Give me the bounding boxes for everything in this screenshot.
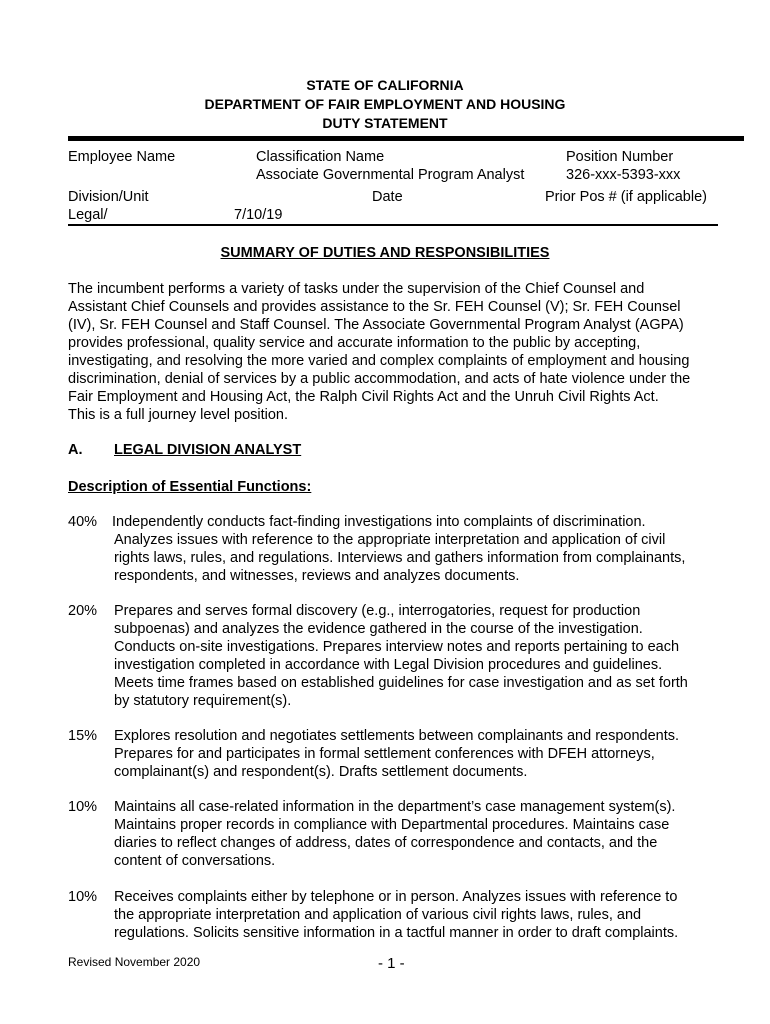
duty-line: by statutory requirement(s). — [114, 693, 292, 709]
duty-text — [114, 888, 678, 942]
duty-percent: 10% — [68, 889, 98, 905]
duty-line: Analyzes issues with reference to the appropriate interpretation and application of civil — [114, 532, 666, 548]
duty-line: regulations. Solicits sensitive information in a tactful manner in order to draft complaints. — [114, 925, 679, 941]
classification-value: Associate Governmental Program Analyst — [256, 167, 525, 183]
duty-line: Prepares and serves formal discovery (e.g., interrogatories, request for production — [114, 603, 641, 619]
footer-page-number: - 1 - — [378, 955, 405, 972]
position-number-label: Position Number — [566, 149, 674, 165]
duty-line: respondents, and witnesses, reviews and analyzes documents. — [114, 568, 520, 584]
duty-text — [114, 798, 675, 870]
summary-line: provides professional, quality service and accurate information to the public by accepting, — [68, 335, 641, 351]
duty-percent: 20% — [68, 603, 98, 619]
duty-percent: 40% — [68, 514, 98, 530]
summary-line: Fair Employment and Housing Act, the Ralph Civil Rights Act and the Unruh Civil Rights Act. — [68, 389, 659, 405]
fields-divider — [68, 224, 718, 226]
summary-line: (IV), Sr. FEH Counsel and Staff Counsel. The Associate Governmental Program Analyst (AGPA) — [68, 317, 684, 333]
header-divider — [68, 136, 744, 141]
section-letter: A. — [68, 442, 83, 458]
duty-line: investigation completed in accordance with Legal Division procedures and guidelines. — [114, 657, 663, 673]
duty-line: Independently conducts fact-finding investigations into complaints of discrimination. — [112, 514, 646, 530]
duty-line: the appropriate interpretation and application of various civil rights laws, rules, and — [114, 907, 642, 923]
duty-line: rights laws, rules, and regulations. Interviews and gathers information from complainants, — [114, 550, 686, 566]
header-state: STATE OF CALIFORNIA — [306, 77, 464, 93]
duty-line: diaries to reflect changes of address, dates of correspondence and contacts, and the — [114, 835, 658, 851]
essential-functions-heading: Description of Essential Functions: — [68, 479, 312, 495]
duty-percent: 10% — [68, 799, 98, 815]
duty-text — [112, 513, 685, 585]
summary-heading: SUMMARY OF DUTIES AND RESPONSIBILITIES — [220, 245, 550, 261]
employee-name-label: Employee Name — [68, 149, 176, 165]
header-title: DUTY STATEMENT — [322, 115, 448, 131]
summary-line: Assistant Chief Counsels and provides assistance to the Sr. FEH Counsel (V); Sr. FEH Counsel — [68, 299, 681, 315]
division-label: Division/Unit — [68, 189, 149, 205]
duty-line: Receives complaints either by telephone or in person. Analyzes issues with reference to — [114, 889, 678, 905]
duty-line: content of conversations. — [114, 853, 276, 869]
header-department: DEPARTMENT OF FAIR EMPLOYMENT AND HOUSING — [204, 96, 566, 112]
division-value: Legal/ — [68, 207, 108, 223]
summary-line: discrimination, denial of services by a public accommodation, and acts of hate violence under the — [68, 371, 691, 387]
duty-text — [114, 727, 679, 781]
summary-line: This is a full journey level position. — [68, 407, 289, 423]
duty-line: complainant(s) and respondent(s). Drafts settlement documents. — [114, 764, 528, 780]
duty-line: subpoenas) and analyzes the evidence gathered in the course of the investigation. — [114, 621, 643, 637]
date-label: Date — [372, 189, 403, 205]
duty-line: Explores resolution and negotiates settlements between complainants and respondents. — [114, 728, 680, 744]
footer-revised: Revised November 2020 — [68, 955, 201, 969]
position-number-value: 326-xxx-5393-xxx — [566, 167, 681, 183]
date-value: 7/10/19 — [234, 207, 283, 223]
prior-pos-label: Prior Pos # (if applicable) — [545, 189, 707, 205]
duty-line: Prepares for and participates in formal settlement conferences with DFEH attorneys, — [114, 746, 655, 762]
duty-line: Conducts on-site investigations. Prepares interview notes and reports pertaining to each — [114, 639, 680, 655]
summary-line: investigating, and resolving the more varied and complex complaints of employment and housing — [68, 353, 690, 369]
summary-line: The incumbent performs a variety of tasks under the supervision of the Chief Counsel and — [68, 281, 645, 297]
summary-paragraph — [68, 280, 718, 424]
duty-line: Maintains all case-related information in the department’s case management system(s). — [114, 799, 676, 815]
classification-label: Classification Name — [256, 149, 385, 165]
duty-percent: 15% — [68, 728, 98, 744]
section-title: LEGAL DIVISION ANALYST — [114, 442, 302, 458]
duty-text — [114, 602, 688, 710]
duty-line: Meets time frames based on established guidelines for case investigation and as set forth — [114, 675, 688, 691]
duty-line: Maintains proper records in compliance with Departmental procedures. Maintains case — [114, 817, 670, 833]
